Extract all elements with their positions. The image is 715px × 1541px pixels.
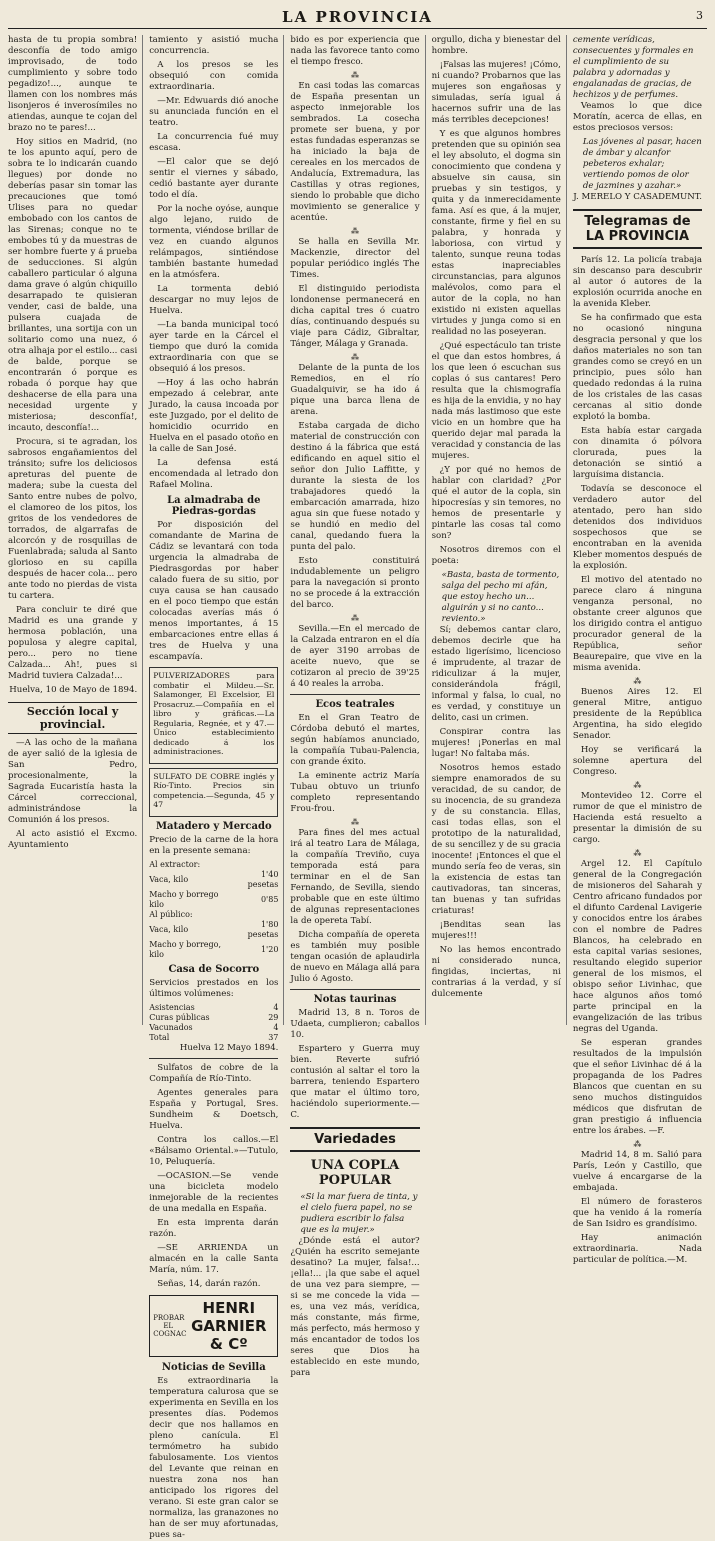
column-3	[290, 35, 425, 1378]
columns	[8, 35, 707, 1540]
separator: ⁂	[633, 781, 642, 790]
column-4	[432, 35, 567, 1025]
paragraph: —La banda municipal tocó ayer tarde en la Cárcel el tiempo que duró la comida extraordinaria con que se obsequió á los presos.	[149, 320, 279, 374]
table-row: Curas públicas 29	[149, 1012, 279, 1022]
paragraph: En esta imprenta darán razón.	[149, 1217, 279, 1239]
paragraph: ¡Falsas las mujeres! ¡Cómo, ni cuando? Probarnos que las mujeres son engañosas y simuladas, sería igual á hacernos sufrir una de las más terribles decepciones!	[431, 60, 561, 125]
paragraph: orgullo, dicha y bienestar del hombre.	[431, 35, 561, 56]
table-row: Total 37	[149, 1032, 279, 1042]
advertisement	[149, 768, 278, 817]
paragraph: hasta de tu propia sombra! desconfía de todo amigo improvisado, de todo cumplimiento y sobre todo pegadizo!..., aunque te llamen con los nombres más lisonjeros é inverosímiles no atiendas, aunque te cojan del brazo no te pares!...	[8, 35, 138, 133]
table-row: Vacunados 4	[149, 1022, 279, 1032]
table-row: Vaca, kilo 1'80 pesetas	[149, 919, 279, 939]
paragraph: Veamos lo que dice Moratín, acerca de ellas, en estos preciosos versos:	[572, 101, 703, 133]
ad-text: SULFATO DE COBRE inglés y Río-Tinto. Precios sin competencia.—Segunda, 45 y 47	[153, 771, 275, 809]
paragraph: ¿Qué espectáculo tan triste el que dan estos hombres, á los que leen ó escuchan sus coplas ó sus cantares! Pero resulta que la chismografía es hija de la envidia, y no hay nada más lastimoso que este vicio en un hombre que ha querido dejar mal parada la veracidad y constancia de las mujeres.	[431, 341, 561, 461]
ad-text: PULVERIZADORES para combatir el Mildeu.—Sr. Salamonger, El Excelsior, El Prosacruz.—Compañía en el libro y gráficas.—La Regularia, Regnée, et y 47.—Único establecimiento dedicado á los administraciones.	[153, 671, 275, 756]
advertisement	[149, 667, 278, 764]
paragraph: Delante de la punta de los Remedios, en el río Guadalquivir, se ha ido á pique una barca llena de arena.	[290, 363, 420, 417]
paragraph: —SE ARRIENDA un almacén en la calle Santa María, núm. 17.	[149, 1242, 279, 1275]
article-heading: La almadraba de Piedras-gordas	[167, 495, 261, 517]
paragraph: —Mr. Edwuards dió anoche su anunciada función en el teatro.	[149, 96, 279, 128]
paragraph: ¿Dónde está el autor? ¿Quién ha escrito semejante desatino? La mujer, falsa!... ¡ella!... ¡la que sabe el aquel de una vez para siempre, — si se me concede la vida — es, una vez más, verídica, más constante, más firme, más perfecto, más hermoso y más encantador de todos los seres que Dios ha establecido en este mundo, para	[290, 1236, 420, 1378]
article-heading: Casa de Socorro	[168, 963, 260, 975]
paragraph: Conspirar contra las mujeres! ¡Ponerlas en mal lugar! No faltaba más.	[431, 727, 561, 759]
table-row: Al público:	[149, 909, 193, 919]
paragraph: Precio de la carne de la hora en la presente semana:	[149, 834, 279, 856]
telegram-banner: Telegramas de LA PROVINCIA	[573, 209, 702, 249]
paragraph: La concurrencia fué muy escasa.	[149, 132, 279, 153]
paragraph: A los presos se les obsequió con comida extraordinaria.	[149, 60, 279, 92]
paragraph: Por disposición del comandante de Marina de Cádiz se levantará con toda urgencia la almadraba de Piedrasgordas por haber calado fuera de su sitio, por cuya causa se han causado en el poco tiempo que están colocadas averías más ó menos importantes, á 15 embarcaciones entre ellas á tres de Huelva y una escampavía.	[149, 520, 279, 662]
paragraph: —A las ocho de la mañana de ayer salió de la iglesia de San Pedro, procesionalmente, la Sagrada Eucaristía hasta la Cárcel correccional, administrándose la Comunión á los presos.	[8, 738, 138, 825]
newspaper-title: LA PROVINCIA	[282, 8, 433, 26]
epigraph: «Si la mar fuera de tinta, y el cielo fuera papel, no se pudiera escribir lo falsa que es la mujer.»	[300, 1192, 418, 1235]
column-5	[572, 35, 707, 1265]
ad-small-text: PROBAR EL COGNAC	[153, 1313, 187, 1338]
section-title: Sección local y provincial.	[8, 702, 137, 734]
paragraph: Hay animación extraordinaria. Nada particular de política.—M.	[572, 1233, 703, 1265]
column-1	[8, 35, 143, 1025]
paragraph: —El calor que se dejó sentir el viernes y sábado, cedió bastante ayer durante todo el día.	[149, 157, 279, 200]
separator: ⁂	[633, 677, 642, 686]
table-row: Asistencias 4	[149, 1002, 279, 1012]
paragraph: Buenos Aires 12. El general Mitre, antiguo presidente de la República Argentina, ha sido elegido Senador.	[572, 687, 703, 741]
paragraph: Sí; debemos cantar claro, debemos decirle que ha estado ligerísimo, licencioso é imprudente, al trazar de ridiculizar á la mujer, considerándola frágil, informal y falsa, lo cual, no es verdad, y constituye un delito, casi un crimen.	[431, 625, 561, 723]
paragraph: Por la noche oyóse, aunque algo lejano, ruido de tormenta, viéndose brillar de vez en cuando algunos relámpagos, sintiéndose también bastante humedad en la atmósfera.	[149, 204, 279, 280]
paragraph: ¡Benditas sean las mujeres!!!	[431, 920, 561, 941]
paragraph: Nosotros diremos con el poeta:	[431, 545, 561, 566]
separator: ⁂	[351, 227, 359, 236]
paragraph: Hoy sitios en Madrid, (no te los apunto aquí, pero de sobra te lo indicarán cuando llegues) por donde no deberías pasar sin tomar las precauciones que tomó Ulises para no quedar embobado con los cantos de las Sirenas; conque no te embobes tú y da muestras de ser hombre fuerte y á prueba de seducciones. Si algún caballero particular ó alguna dama grave ó algún chiquillo desarrapado te quisieran vender, casi de balde, una pulsera cuajada de brillantes, una sortija con un solitario como una nuez, ó otra alhaja por el estilo... casi de balde, porque se encontrarán ó porque es robada ó porque hay que deshacerse de ella para una necesidad urgente y misteriosa; desconfía!, incauto, desconfía!...	[8, 137, 138, 433]
table-row: Vaca, kilo 1'40 pesetas	[149, 869, 279, 889]
dateline: Huelva, 10 de Mayo de 1894.	[9, 685, 138, 695]
section-banner: Variedades	[290, 1127, 419, 1152]
paragraph: La eminente actriz María Tubau obtuvo un triunfo completo representando Frou-frou.	[290, 771, 420, 814]
dateline: Huelva 12 Mayo 1894.	[179, 1042, 279, 1053]
article-heading: Notas taurinas	[313, 994, 397, 1005]
separator: ⁂	[633, 849, 642, 858]
paragraph: París 12. La policía trabaja sin descanso para descubrir al autor ó autores de la explosión ocurrida anoche en la avenida Kleber.	[572, 255, 703, 309]
paragraph: Contra los callos.—El «Bálsamo Oriental.»—Tutulo, 10, Peluquería.	[149, 1134, 279, 1167]
paragraph: Procura, si te agradan, los sabrosos engañamientos del tránsito; sufre los deliciosos apreturas del puente de madera; sube la cuesta del Santo entre nubes de polvo, el clamoreo de los pitos, los gritos de los vendedores de torrados, de algarrafas de alcorcón y de rosquillas de Fuenlabrada; saluda al Santo glorioso en su capilla después de hacer cola... pero ante todo no pierdas de vista tu cartera.	[8, 437, 138, 601]
article-heading: UNA COPLA POPULAR	[310, 1158, 400, 1188]
paragraph: bido es por experiencia que nada las favorece tanto como el tiempo fresco.	[290, 35, 420, 67]
verse: «Basta, basta de tormento, salga del pecho mi afán, que estoy hecho un... alguirán y si no canto... reviento.»	[441, 570, 560, 624]
paragraph: Para concluir te diré que Madrid es una grande y hermosa población, una populosa y alegre capital, pero... pero no tiene Calzada... Ah!, pues si Madrid tuviera Calzada!...	[8, 605, 138, 681]
paragraph: Esta había estar cargada con dinamita ó pólvora clorurada, pues la detonación se sintió a larguísima distancia.	[572, 426, 703, 480]
paragraph: Para fines del mes actual irá al teatro Lara de Málaga, la compañía Treviño, cuya temporada está para terminar en el de San Fernando, de Sevilla, siendo probable que en este último de algunas representaciones la de opereta Tabí.	[290, 828, 420, 926]
paragraph: Argel 12. El Capítulo general de la Congregación de misioneros del Saharah y Centro africano fundados por el difunto Cardenal Lavigerie y conocidos entre los árabes con el nombre de Padres Blancos, ha celebrado en esta capital varias sesiones, resultando elegido superior general de los mismos, el obispo señor Livinhac, que hace algunos años tomó parte principal en la evangelización de las tribus negras del Uganda.	[572, 859, 703, 1034]
table-row: Macho y borrego kilo 0'85	[149, 889, 279, 909]
paragraph: tamiento y asistió mucha concurrencia.	[149, 35, 279, 56]
verse: Las jóvenes al pasar, hacen de ámbar y alcanfor pebeteros exhalar; vertiendo pomos de olor de jazmines y azahar.»	[582, 137, 702, 191]
verse: cemente verídicas, consecuentes y formales en el cumplimiento de su palabra y adornadas y engalanadas de gracias, de hechizos y de perfumes.	[572, 35, 694, 100]
paragraph: Se halla en Sevilla Mr. Mackenzie, director del popular periódico inglés The Times.	[290, 237, 420, 280]
paragraph: Al acto asistió el Excmo. Ayuntamiento	[8, 829, 138, 850]
paragraph: Estaba cargada de dicho material de construcción con destino á la fábrica que está edificando en aquel sitio el señor don Julio Laffitte, y durante la siesta de los trabajadores quedó la embarcación amarrada, hizo agua sin que fuese notado y se hundió en medio del canal, quedando fuera la punta del palo.	[290, 421, 420, 552]
paragraph: Sulfatos de cobre de la Compañía de Río-Tinto.	[149, 1062, 279, 1084]
separator: ⁂	[351, 818, 359, 827]
paragraph: En casi todas las comarcas de España presentan un aspecto inmejorable los sembrados. La cosecha promete ser buena, y por estas fundadas esperanzas se ha iniciado la baja de cereales en los mercados de Andalucía, Extremadura, las Castillas y otras regiones, siendo lo probable que dicho movimiento se generalice y acentúe.	[290, 81, 420, 223]
article-heading: Ecos teatrales	[315, 699, 395, 710]
paragraph: Todavía se desconoce el verdadero autor del atentado, pero han sido detenidos dos individuos sospechosos que se encontraban en la avenida Kleber momentos después de la explosión.	[572, 484, 703, 571]
paragraph: El distinguido periodista londonense permanecerá en dicha capital tres ó cuatro días, continuando después su viaje para Cádiz, Gibraltar, Tánger, Málaga y Granada.	[290, 284, 420, 349]
separator: ⁂	[351, 353, 359, 362]
table-row: Al extractor:	[149, 859, 201, 869]
paragraph: Montevideo 12. Corre el rumor de que el ministro de Hacienda está resuelto a presentar la dimisión de su cargo.	[572, 791, 703, 845]
article-heading: Noticias de Sevilla	[161, 1361, 266, 1373]
page-number: 3	[696, 9, 703, 22]
paragraph: El motivo del atentado no parece claro á ninguna venganza personal, no obstante creer algunos que los dirigido contra el antiguo procurador general de la República, señor Beaurepaire, que vive en la misma avenida.	[572, 575, 703, 673]
paragraph: Y es que algunos hombres pretenden que su opinión sea el ley absoluto, el dogma sin conocimiento que condena y absuelve sin causa, sin pruebas y sin testigos, y quita y da inmerecidamente fama. Así es que, á la mujer, constante, firme y fiel en su palabra, y honrada y laboriosa, con virtud y talento, sunque reuna todas estas inapreciables circunstancias, para algunos malévolos, como para el autor de la copla, no han existido ni existen aquellas virtudes y junga como si en realidad no las poseyeran.	[431, 129, 561, 337]
socorro-table	[149, 1003, 278, 1043]
paragraph: —Hoy á las ocho habrán empezado á celebrar, ante Jurado, la causa incoada por este Juzgado, por el delito de homicidio ocurrido en Huelva en el pasado otoño en la calle de San José.	[149, 378, 279, 454]
paragraph: Servicios prestados en los últimos volúmenes:	[149, 977, 279, 999]
separator: ⁂	[351, 71, 359, 80]
paragraph: Dicha compañía de opereta es también muy posible tengan ocasión de aplaudirla de nuevo en Málaga allá para Julio ó Agosto.	[290, 930, 420, 984]
paragraph: Se esperan grandes resultados de la impulsión que el señor Livinhac dé á la propaganda de los Padres Blancos que cuentan en su seno muchos distinguidos médicos que disfrutan de gran prestigio á influencia entre los árabes. —F.	[572, 1038, 703, 1136]
article-heading: Matadero y Mercado	[155, 820, 272, 832]
paragraph: Esto constituirá indudablemente un peligro para la navegación si pronto no se procede á la extracción del barco.	[290, 556, 420, 610]
paragraph: En el Gran Teatro de Córdoba debutó el martes, según habíamos anunciado, la compañía Tubau-Palencia, con grande éxito.	[290, 713, 420, 767]
cognac-advertisement	[149, 1295, 278, 1357]
paragraph: Es extraordinaria la temperatura calurosa que se experimenta en Sevilla en los presentes días. Podemos decir que nos hallamos en pleno canícula. El termómetro ha subido fabulosamente. Los vientos del Levante que reinan en nuestra zona nos han anticipado los rigores del verano. Si este gran calor se normaliza, las granazones no han de ser muy afortunadas, pues sa-	[149, 1375, 279, 1540]
author-signature: J. MERELO Y CASADEMUNT.	[573, 192, 703, 202]
column-2	[149, 35, 284, 1540]
paragraph: —OCASION.—Se vende una bicicleta modelo inmejorable de la recientes de una medalla en España.	[149, 1170, 279, 1214]
paragraph: Se ha confirmado que esta no ocasionó ninguna desgracia personal y que los daños materiales no son tan grandes como se creyó en un principio, pues sólo han quedado redondas á la ruina de los cristales de las casas cercanas al sitio donde explotó la bomba.	[572, 313, 703, 422]
paragraph: Agentes generales para España y Portugal, Sres. Sundheim & Doetsch, Huelva.	[149, 1087, 279, 1131]
paragraph: La tormenta debió descargar no muy lejos de Huelva.	[149, 284, 279, 316]
paragraph: El número de forasteros que ha venido á la romería de San Isidro es grandísimo.	[572, 1197, 703, 1229]
paragraph: Señas, 14, darán razón.	[157, 1278, 261, 1289]
divider	[290, 694, 419, 695]
paragraph: ¿Y por qué no hemos de hablar con claridad? ¿Por qué el autor de la copla, sin hipocresías y sin temores, no hemos de presentarle y pintarle las cosas tal como son?	[431, 465, 561, 541]
paragraph: No las hemos encontrado ni considerado nunca, fingidas, inciertas, ni contrarias á la verdad, y sí dulcemente	[431, 945, 561, 999]
paragraph: Espartero y Guerra muy bien. Reverte sufrió contusión al saltar el toro la barrera, teniendo Espartero que matar el último toro, haciéndolo superiormente.—C.	[290, 1044, 420, 1120]
paragraph: Madrid 13, 8 n. Toros de Udaeta, cumplieron; caballos 10.	[290, 1008, 420, 1040]
masthead	[8, 6, 707, 29]
paragraph: Nosotros hemos estado siempre enamorados de su veracidad, de su candor, de su inocencia, de su grandeza y de su constancia. Ellas, casi todas ellas, son el prototipo de la naturalidad, de su sencillez y de su gracia inocente! ¡Entonces el que el mundo sería feo de veras, sin la existencia de estas tan cautivadoras, tan sinceras, tan buenas y tan sufridas criaturas!	[431, 763, 561, 916]
divider	[149, 1058, 278, 1059]
separator: ⁂	[633, 1140, 642, 1149]
ad-brand: HENRI GARNIER & Cº	[191, 1298, 267, 1353]
divider	[290, 989, 419, 990]
paragraph: Hoy se verificará la solemne apertura del Congreso.	[572, 745, 703, 777]
table-row: Macho y borrego, kilo 1'20	[149, 939, 279, 959]
paragraph: La defensa está encomendada al letrado don Rafael Molina.	[149, 458, 279, 490]
market-table	[149, 860, 278, 960]
paragraph: Madrid 14, 8 m. Salió para París, León y Castillo, que vuelve á encargarse de la embajada.	[572, 1150, 703, 1193]
paragraph: Sevilla.—En el mercado de la Calzada entraron en el día de ayer 3190 arrobas de aceite nuevo, que se cotizaron al precio de 39'25 á 40 reales la arroba.	[290, 624, 420, 689]
separator: ⁂	[351, 614, 359, 623]
